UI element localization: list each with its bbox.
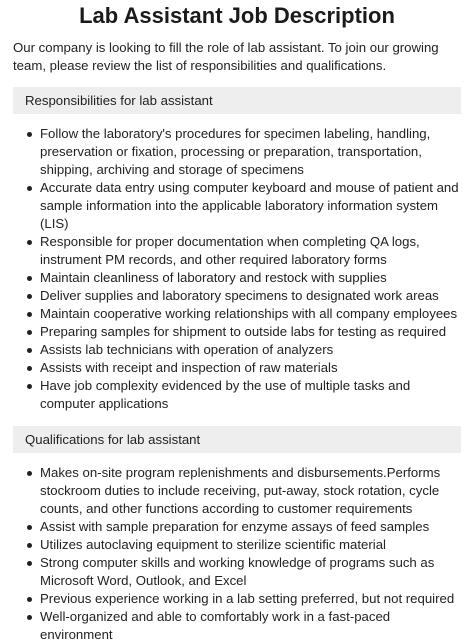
bullet-icon: [27, 330, 32, 335]
bullet-icon: [27, 312, 32, 317]
list-item-text: Strong computer skills and working knowledge of programs such as Microsoft Word, Outlook, and Excel: [40, 555, 435, 588]
list-item: [13, 518, 461, 536]
bullet-icon: [27, 186, 32, 191]
bullet-icon: [27, 597, 32, 602]
list-item: [13, 233, 461, 269]
qualifications-header: [13, 426, 461, 453]
list-item: [13, 536, 461, 554]
list-item-text: Maintain cooperative working relationships with all company employees: [40, 306, 458, 321]
responsibilities-header-label: Responsibilities for lab assistant: [25, 93, 213, 108]
list-item-text: Accurate data entry using computer keyboard and mouse of patient and sample information into the applicable laboratory information system (LIS): [40, 180, 459, 231]
list-item: [13, 269, 461, 287]
bullet-icon: [27, 543, 32, 548]
list-item-text: Preparing samples for shipment to outside labs for testing as required: [40, 324, 447, 339]
list-item: [13, 323, 461, 341]
list-item: [13, 305, 461, 323]
list-item-text: Responsible for proper documentation when completing QA logs, instrument PM records, and other required laboratory forms: [40, 234, 420, 267]
list-item: [13, 125, 461, 179]
list-item: [13, 341, 461, 359]
list-item: [13, 554, 461, 590]
page-title: Lab Assistant Job Description: [79, 3, 395, 28]
bullet-icon: [27, 240, 32, 245]
list-item-text: Deliver supplies and laboratory specimens to designated work areas: [40, 288, 439, 303]
list-item: [13, 287, 461, 305]
list-item: [13, 377, 461, 413]
list-item: [13, 179, 461, 233]
list-item-text: Well-organized and able to comfortably work in a fast-paced environment: [40, 609, 391, 642]
list-item-text: Follow the laboratory's procedures for specimen labeling, handling, preservation or fixation, processing or preparation, transportation, shipping, archiving and storage of specimens: [40, 126, 431, 177]
bullet-icon: [27, 348, 32, 353]
bullet-icon: [27, 384, 32, 389]
responsibilities-header: [13, 87, 461, 114]
bullet-icon: [27, 471, 32, 476]
list-item: [13, 464, 461, 518]
bullet-icon: [27, 615, 32, 620]
bullet-icon: [27, 294, 32, 299]
list-item: [13, 590, 461, 608]
list-item: [13, 608, 461, 644]
qualifications-list: [13, 453, 461, 644]
bullet-icon: [27, 366, 32, 371]
list-item-text: Maintain cleanliness of laboratory and restock with supplies: [40, 270, 387, 285]
bullet-icon: [27, 276, 32, 281]
list-item: [13, 359, 461, 377]
list-item-text: Makes on-site program replenishments and disbursements.Performs stockroom duties to include receiving, put-away, stock rotation, cycle counts, and other functions according to customer requirements: [40, 465, 441, 516]
bullet-icon: [27, 132, 32, 137]
list-item-text: Previous experience working in a lab setting preferred, but not required: [40, 591, 455, 606]
intro-paragraph: Our company is looking to fill the role of lab assistant. To join our growing team, please review the list of responsibilities and qualifications.: [13, 40, 439, 73]
bullet-icon: [27, 561, 32, 566]
list-item-text: Have job complexity evidenced by the use of multiple tasks and computer applications: [40, 378, 411, 411]
responsibilities-list: [13, 114, 461, 413]
list-item-text: Assists lab technicians with operation of analyzers: [40, 342, 334, 357]
bullet-icon: [27, 525, 32, 530]
list-item-text: Assist with sample preparation for enzyme assays of feed samples: [40, 519, 430, 534]
list-item-text: Utilizes autoclaving equipment to sterilize scientific material: [40, 537, 386, 552]
list-item-text: Assists with receipt and inspection of raw materials: [40, 360, 338, 375]
qualifications-header-label: Qualifications for lab assistant: [25, 432, 201, 447]
